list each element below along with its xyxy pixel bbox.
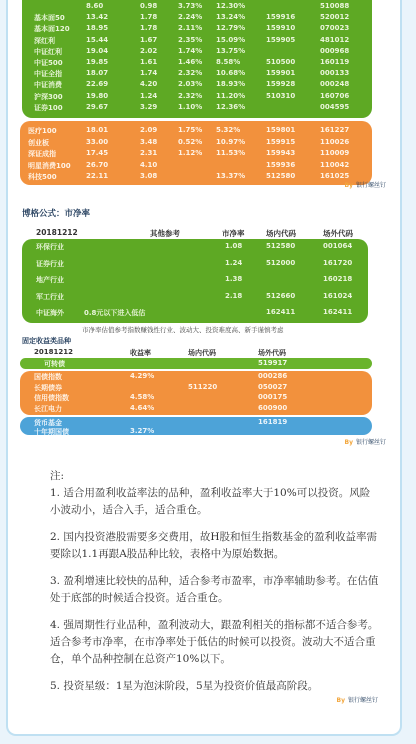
cell: 510500 — [266, 58, 296, 66]
table-row — [20, 2, 396, 14]
row-name: 基本面120 — [34, 25, 70, 34]
cell: 161024 — [323, 291, 353, 300]
table-row — [20, 24, 396, 36]
cell: 512660 — [266, 291, 296, 300]
table-row — [20, 259, 396, 271]
cell: 12.36% — [216, 102, 246, 111]
cell: 2.24% — [178, 13, 203, 22]
row-name: 中证500 — [34, 59, 63, 67]
row-name: 中证消费 — [34, 81, 62, 90]
pb-table-title: 博格公式：市净率 — [22, 209, 91, 219]
cell: 15.44 — [86, 35, 109, 44]
cell: 160218 — [323, 275, 353, 283]
table-row — [20, 69, 396, 81]
table-row — [20, 308, 396, 320]
table-row — [20, 80, 396, 92]
cell: 10.68% — [216, 69, 246, 78]
cell: 1.74 — [140, 69, 158, 78]
cell: 中证海外 — [36, 309, 64, 317]
cell: 10.97% — [216, 137, 246, 146]
cell: 货币基金 — [34, 419, 62, 427]
bond-header-offcode: 场外代码 — [258, 349, 286, 357]
bond-header-oncode: 场内代码 — [188, 349, 216, 357]
cell: 深证成指 — [28, 150, 56, 158]
cell: 33.00 — [86, 137, 109, 146]
pb-caption: 市净率估值参考指数赚钱性行业、波动大、投资难度高、新手谨慎考虑 — [82, 326, 284, 334]
cell: 明星消费100 — [28, 161, 71, 170]
row-name: 深红利 — [34, 36, 55, 45]
cell: 000133 — [320, 69, 350, 78]
cell: 160706 — [320, 91, 350, 100]
row-name: 中证全指 — [34, 70, 62, 79]
bond-header-date: 20181212 — [34, 348, 73, 356]
cell: 159915 — [266, 137, 296, 146]
cell: 159928 — [266, 80, 296, 89]
table-row — [20, 13, 396, 25]
cell: 2.11% — [178, 24, 203, 33]
cell: 13.24% — [216, 13, 246, 22]
cell: 110009 — [320, 149, 350, 157]
cell: 29.67 — [86, 102, 109, 111]
cell: 可转债 — [44, 360, 65, 368]
table-row — [20, 149, 396, 161]
cell: 15.09% — [216, 35, 246, 44]
cell: 8.60 — [86, 2, 104, 10]
cell: 2.31 — [140, 149, 158, 157]
cell: 3.27% — [130, 426, 155, 435]
cell: 13.42 — [86, 13, 109, 22]
cell: 1.67 — [140, 35, 158, 44]
cell: 地产行业 — [36, 276, 64, 284]
cell: 0.52% — [178, 137, 203, 146]
cell: 1.74% — [178, 46, 203, 55]
cell: 000968 — [320, 46, 350, 55]
row-name: 中证红利 — [34, 47, 62, 56]
note-item-1: 1. 适合用盈利收益率法的品种，盈利收益率大于10%可以投资。风险小波动小，适合入手，适合重仓。 — [50, 487, 371, 516]
cell: 160119 — [320, 58, 350, 66]
cell: 11.53% — [216, 149, 246, 157]
table-row — [20, 138, 396, 150]
cell: 证券行业 — [36, 259, 64, 268]
cell: 1.12% — [178, 149, 203, 157]
cell: 159916 — [266, 13, 296, 22]
cell: 110026 — [320, 137, 350, 146]
table-row — [20, 92, 396, 104]
pb-table-card — [20, 205, 396, 335]
cell: 3.08 — [140, 172, 158, 180]
cell: 4.10 — [140, 160, 158, 169]
cell: 22.11 — [86, 172, 109, 180]
cell: 2.03% — [178, 80, 203, 89]
note-item-5: 5. 投资星级：1星为泡沫阶段，5星为投资价值最高阶段。 — [50, 680, 319, 692]
cell: 18.93% — [216, 80, 246, 89]
cell: 4.29% — [130, 372, 155, 380]
cell: 2.02 — [140, 46, 158, 55]
valuation-table-card — [20, 0, 396, 195]
cell: 159910 — [266, 24, 296, 33]
cell: 8.58% — [216, 58, 241, 66]
cell: 1.38 — [225, 275, 243, 283]
cell: 1.61 — [140, 58, 158, 66]
cell: 159905 — [266, 35, 296, 44]
cell: 3.48 — [140, 137, 158, 146]
cell: 信用债指数 — [34, 394, 69, 402]
cell: 481012 — [320, 35, 350, 44]
cell: 1.10% — [178, 102, 203, 111]
cell: 军工行业 — [36, 292, 64, 301]
table-row — [20, 359, 396, 371]
cell: 050027 — [258, 382, 288, 391]
cell: 600900 — [258, 403, 288, 412]
cell: 环保行业 — [36, 243, 64, 251]
cell: 1.24 — [140, 91, 158, 100]
table-row — [20, 275, 396, 287]
cell: 2.32% — [178, 69, 203, 78]
cell: 159901 — [266, 69, 296, 78]
cell: 4.58% — [130, 393, 155, 401]
cell: 512580 — [266, 172, 296, 180]
cell: 1.08 — [225, 242, 243, 250]
cell: 001064 — [323, 242, 353, 250]
table-row — [20, 427, 396, 439]
cell: 22.69 — [86, 80, 109, 89]
cell: 3.29 — [140, 102, 158, 111]
cell: 0.8元以下进入低估 — [84, 309, 146, 317]
table-row — [20, 172, 396, 184]
pb-header-pb: 市净率 — [222, 229, 245, 238]
cell: 十年期国债 — [34, 427, 69, 436]
cell: 510310 — [266, 91, 296, 100]
table-row — [20, 292, 396, 304]
cell: 11.20% — [216, 91, 246, 100]
cell: 长江电力 — [34, 404, 62, 413]
cell: 162411 — [323, 308, 353, 316]
note-item-3: 3. 盈利增速比较快的品种，适合参考市盈率，市净率辅助参考。在估值处于底部的时候适合投资。适合重仓。 — [50, 575, 379, 604]
cell: 3.73% — [178, 2, 203, 10]
cell: 511220 — [188, 382, 218, 391]
brand-mark: By 银行螺丝钉 — [344, 182, 386, 189]
row-name: 证券100 — [34, 103, 63, 112]
table-row — [20, 47, 396, 59]
cell: 创业板 — [28, 138, 49, 147]
row-name: 沪深300 — [34, 92, 63, 101]
cell: 161227 — [320, 126, 350, 134]
bond-header-yield: 收益率 — [130, 349, 151, 357]
cell: 1.78 — [140, 24, 158, 33]
cell: 1.24 — [225, 258, 243, 267]
pb-header-offcode: 场外代码 — [323, 229, 353, 238]
table-row — [20, 242, 396, 254]
table-row — [20, 36, 396, 48]
cell: 18.07 — [86, 69, 109, 78]
cell: 12.30% — [216, 2, 246, 10]
cell: 000286 — [258, 372, 288, 380]
cell: 519917 — [258, 359, 288, 367]
cell: 科技500 — [28, 173, 57, 181]
cell: 19.04 — [86, 46, 109, 55]
brand-mark-3: By 银行螺丝钉 — [336, 697, 378, 704]
cell: 26.70 — [86, 160, 109, 169]
cell: 0.98 — [140, 2, 158, 10]
cell: 161720 — [323, 258, 353, 267]
cell: 国债指数 — [34, 373, 62, 381]
pb-header-other: 其他参考 — [150, 229, 180, 238]
cell: 1.78 — [140, 13, 158, 22]
cell: 110042 — [320, 160, 350, 169]
cell: 162411 — [266, 308, 296, 316]
cell: 159936 — [266, 160, 296, 169]
row-name: 基本面50 — [34, 14, 65, 23]
bond-table-title: 固定收益类品种 — [22, 337, 71, 345]
cell: 070023 — [320, 24, 350, 33]
table-row — [20, 126, 396, 138]
table-row — [20, 404, 396, 416]
table-row — [20, 103, 396, 115]
cell: 159943 — [266, 149, 296, 157]
note-item-2: 2. 国内投资港股需要多交费用，故H股和恒生指数基金的盈利收益率需要除以1.1再跟A股品种比较，表格中为原始数据。 — [50, 531, 378, 560]
notes-heading: 注: — [50, 470, 65, 482]
cell: 长期债券 — [34, 383, 62, 392]
notes-section — [50, 468, 380, 705]
cell: 13.37% — [216, 172, 246, 180]
pb-header-date: 20181212 — [36, 228, 78, 237]
pb-header-oncode: 场内代码 — [266, 229, 296, 238]
cell: 000175 — [258, 393, 288, 401]
cell: 161025 — [320, 172, 350, 180]
cell: 12.79% — [216, 24, 246, 33]
cell: 004595 — [320, 102, 350, 111]
cell: 520012 — [320, 13, 350, 22]
cell: 159801 — [266, 126, 296, 134]
cell: 2.09 — [140, 126, 158, 134]
cell: 000248 — [320, 80, 350, 89]
cell: 19.80 — [86, 91, 109, 100]
cell: 19.85 — [86, 58, 109, 66]
cell: 512000 — [266, 258, 296, 267]
brand-mark-2: By 银行螺丝钉 — [344, 439, 386, 446]
note-item-4: 4. 强周期性行业品种，盈利波动大，跟盈利相关的指标都不适合参考。适合参考市净率，在市净率处于低估的时候可以投资。波动大不适合重仓，单个品种控制在总资产10%以下。 — [50, 619, 379, 665]
bond-table-card — [20, 336, 396, 448]
cell: 2.32% — [178, 91, 203, 100]
cell: 17.45 — [86, 149, 109, 157]
cell: 18.95 — [86, 24, 109, 33]
table-row — [20, 161, 396, 173]
cell: 1.75% — [178, 126, 203, 134]
table-row — [20, 58, 396, 70]
cell: 4.20 — [140, 80, 158, 89]
cell: 161819 — [258, 418, 288, 426]
cell: 2.35% — [178, 35, 203, 44]
cell: 5.32% — [216, 126, 241, 134]
cell: 2.18 — [225, 291, 243, 300]
cell: 1.46% — [178, 58, 203, 66]
cell: 13.75% — [216, 46, 246, 55]
cell: 医疗100 — [28, 127, 57, 135]
cell: 510088 — [320, 2, 350, 10]
cell: 512580 — [266, 242, 296, 250]
cell: 18.01 — [86, 126, 109, 134]
cell: 4.64% — [130, 403, 155, 412]
